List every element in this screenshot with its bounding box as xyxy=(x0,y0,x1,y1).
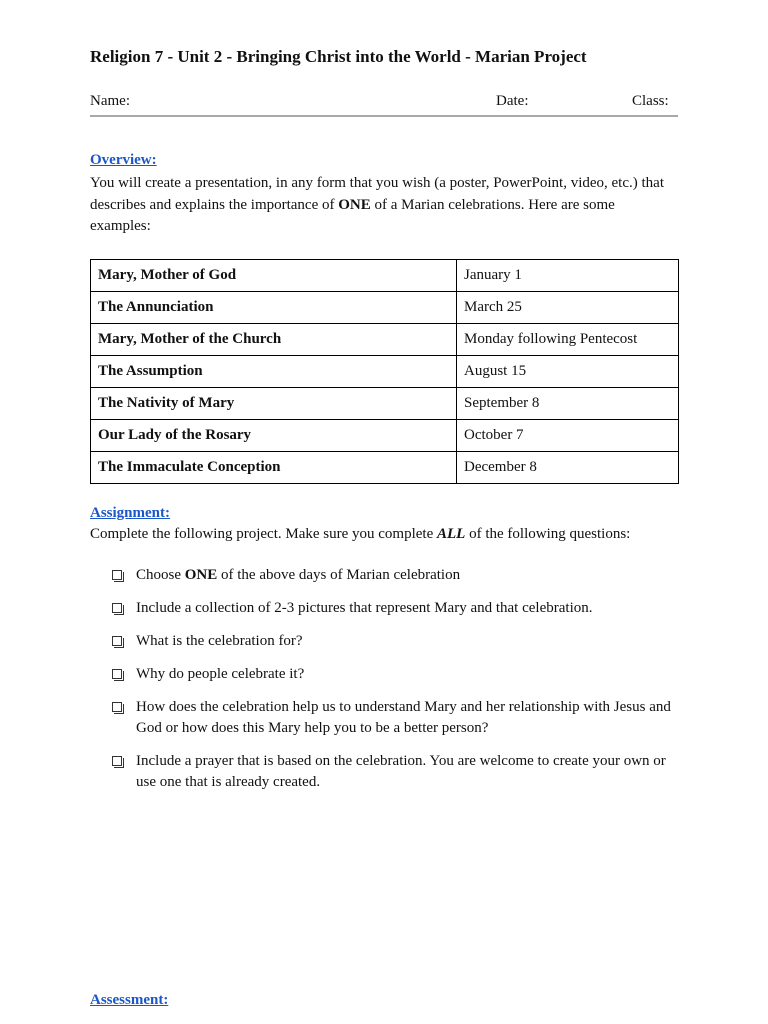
celebration-date: March 25 xyxy=(457,292,679,324)
date-label: Date: xyxy=(496,93,529,109)
overview-text-emphasis: ONE xyxy=(338,196,371,213)
celebration-date: October 7 xyxy=(457,420,679,452)
checkbox-icon[interactable] xyxy=(112,603,122,613)
celebration-date: Monday following Pentecost xyxy=(457,324,679,356)
checklist-item xyxy=(110,751,680,793)
table-row xyxy=(91,388,679,420)
assignment-text-emphasis: ALL xyxy=(437,526,466,542)
checkbox-icon[interactable] xyxy=(112,636,122,646)
table-row xyxy=(91,324,679,356)
checklist-item xyxy=(110,631,680,652)
checklist-text: Why do people celebrate it? xyxy=(136,666,305,682)
student-info-row xyxy=(90,93,678,117)
assignment-text-part2: of the following questions: xyxy=(465,526,631,542)
table-row xyxy=(91,452,679,484)
checklist-text: Include a prayer that is based on the celebration. You are welcome to create your own or use one that is already created. xyxy=(136,753,666,790)
celebration-name: Mary, Mother of the Church xyxy=(91,324,457,356)
celebration-date: September 8 xyxy=(457,388,679,420)
checkbox-icon[interactable] xyxy=(112,756,122,766)
assignment-text-part1: Complete the following project. Make sure you complete xyxy=(90,526,437,542)
overview-heading: Overview: xyxy=(90,152,157,168)
celebration-name: Our Lady of the Rosary xyxy=(91,420,457,452)
table-row xyxy=(91,292,679,324)
assignment-checklist xyxy=(110,565,680,805)
table-row xyxy=(91,260,679,292)
assignment-text xyxy=(90,524,678,546)
table-row xyxy=(91,356,679,388)
celebration-name: The Nativity of Mary xyxy=(91,388,457,420)
celebration-name: The Assumption xyxy=(91,356,457,388)
celebration-name: The Annunciation xyxy=(91,292,457,324)
checklist-item xyxy=(110,664,680,685)
checklist-text: What is the celebration for? xyxy=(136,633,303,649)
overview-text xyxy=(90,173,678,238)
table-row xyxy=(91,420,679,452)
celebration-date: January 1 xyxy=(457,260,679,292)
checklist-text-part2: of the above days of Marian celebration xyxy=(217,567,461,583)
document-title: Religion 7 - Unit 2 - Bringing Christ into the World - Marian Project xyxy=(90,47,587,66)
celebration-date: August 15 xyxy=(457,356,679,388)
checklist-item xyxy=(110,697,680,739)
checkbox-icon[interactable] xyxy=(112,702,122,712)
celebration-date: December 8 xyxy=(457,452,679,484)
overview-text-part1: You will create a presentation, in any form that you wish (a poster, PowerPoint, video, etc.) that describes and explains the importance of xyxy=(90,175,664,213)
celebrations-table xyxy=(90,259,679,484)
checkbox-icon[interactable] xyxy=(112,570,122,580)
assessment-heading: Assessment: xyxy=(90,992,169,1008)
class-label: Class: xyxy=(632,93,669,109)
checklist-text-emphasis: ONE xyxy=(184,567,218,583)
checklist-item xyxy=(110,565,680,586)
checklist-item xyxy=(110,598,680,619)
celebration-name: Mary, Mother of God xyxy=(91,260,457,292)
overview-text-part2: of a Marian celebrations. Here are some examples: xyxy=(90,196,615,234)
checklist-text: Include a collection of 2-3 pictures that represent Mary and that celebration. xyxy=(136,600,593,616)
checklist-text-part1: Choose xyxy=(136,567,185,583)
assignment-heading: Assignment: xyxy=(90,505,171,521)
checkbox-icon[interactable] xyxy=(112,669,122,679)
name-label: Name: xyxy=(90,93,130,109)
checklist-text: How does the celebration help us to understand Mary and her relationship with Jesus and God or how does this Mary help you to be a better person? xyxy=(136,699,671,736)
celebration-name: The Immaculate Conception xyxy=(91,452,457,484)
